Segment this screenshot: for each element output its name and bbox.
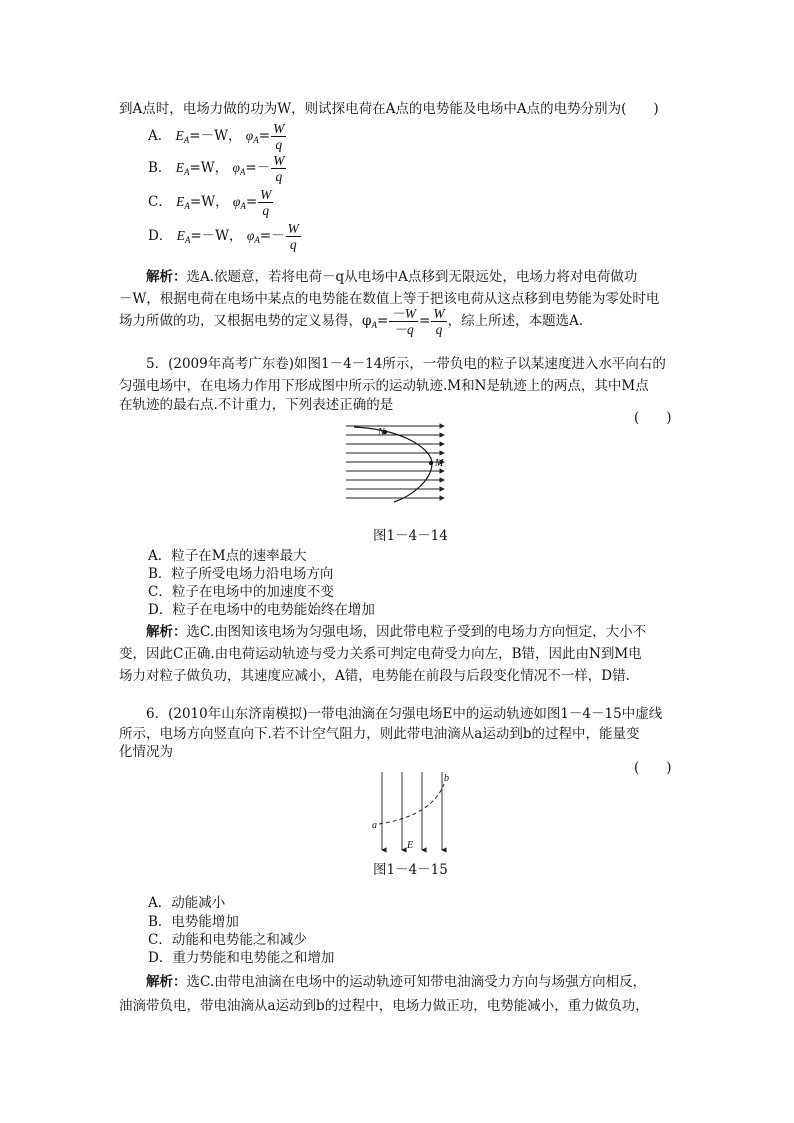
q4-analysis-line3 <box>119 306 583 337</box>
q5-analysis-line2: 变，因此C正确.由电荷运动轨迹与受力关系可判定电荷受力向左，B错，因此由N到M电 <box>119 646 642 662</box>
q5-answer-bracket: ( ) <box>634 410 672 426</box>
energy-symbol: E <box>175 160 184 175</box>
option-label: C． <box>148 194 172 210</box>
energy-symbol: E <box>175 128 184 143</box>
subscript: A <box>254 235 260 245</box>
fraction <box>271 153 286 184</box>
subscript: A <box>240 201 246 211</box>
label-a: a <box>372 820 377 831</box>
q6-option-a: A．动能减小 <box>148 895 226 911</box>
numerator: W <box>260 187 272 202</box>
q5-option-a: A．粒子在M点的速率最大 <box>148 548 307 564</box>
fraction <box>431 306 446 337</box>
equals-sign: = <box>259 228 272 244</box>
q6-line1: 6．(2010年山东济南模拟)一带电油滴在匀强电场E中的运动轨迹如图1－4－15中虚线 <box>146 706 663 722</box>
q4-stem: 到A点时，电场力做的功为W，则试探电荷在A点的电势能及电场中A点的电势分别为( ) <box>119 101 659 117</box>
denominator: q <box>275 137 283 152</box>
q5-option-d: D．粒子在电场中的电势能始终在增加 <box>148 602 375 618</box>
energy-symbol: E <box>176 194 185 209</box>
energy-value: =－W， <box>189 128 242 144</box>
q4-option-b <box>148 153 287 184</box>
q6-option-d: D．重力势能和电势能之和增加 <box>148 950 335 966</box>
analysis-text: 选C.由带电油滴在电场中的运动轨迹可知带电油滴受力方向与场强方向相反， <box>186 974 647 990</box>
field-lines-vertical <box>382 772 442 850</box>
equals-sign: = <box>245 194 258 210</box>
subscript: A <box>253 135 259 145</box>
q4-option-a <box>148 121 287 152</box>
droplet-trajectory <box>379 784 444 824</box>
energy-symbol: E <box>176 228 185 243</box>
sign: － <box>256 160 271 176</box>
q5-figure-caption: 图1－4－14 <box>373 528 448 544</box>
q4-analysis-line2: －W，根据电荷在电场中某点的电势能在数值上等于把该电荷从这点移到电势能为零处时电 <box>119 291 660 307</box>
q5-analysis-line1 <box>146 620 646 640</box>
denominator: －q <box>393 322 414 337</box>
q4-analysis-line1 <box>146 265 637 285</box>
analysis-text: 选C.由图知该电场为匀强电场，因此带电粒子受到的电场力方向恒定，大小不 <box>186 624 647 640</box>
potential-symbol: φ <box>246 228 255 243</box>
equals-sign: = <box>376 313 389 329</box>
option-label: B． <box>148 160 172 176</box>
q6-line2: 所示，电场方向竖直向下.若不计空气阻力，则此带电油滴从a运动到b的过程中，能量变 <box>119 726 640 742</box>
subscript: A <box>183 135 190 145</box>
analysis-text: 场力所做的功，又根据电势的定义易得，φ <box>119 313 372 329</box>
option-label: D． <box>148 228 173 244</box>
analysis-label: 解析： <box>146 269 187 285</box>
potential-symbol: φ <box>232 194 241 209</box>
q6-analysis-line1 <box>146 970 646 990</box>
q6-answer-bracket: ( ) <box>634 760 672 776</box>
label-b: b <box>444 773 449 784</box>
potential-symbol: φ <box>245 128 254 143</box>
fraction <box>258 187 273 218</box>
q4-option-d <box>148 221 302 252</box>
numerator: W <box>433 306 445 321</box>
q5-analysis-line3: 场力对粒子做负功，其速度应减小，A错，电势能在前段与后段变化情况不一样，D错. <box>119 668 630 684</box>
numerator: W <box>287 221 299 236</box>
equals-sign: = <box>245 160 257 176</box>
energy-value: =W， <box>189 194 229 210</box>
numerator: W <box>273 121 285 136</box>
subscript: A <box>184 201 190 211</box>
energy-value: =－W， <box>190 228 243 244</box>
fraction <box>286 221 301 252</box>
q6-option-c: C．动能和电势能之和减少 <box>148 932 307 948</box>
q5-option-c: C．粒子在电场中的加速度不变 <box>148 584 334 600</box>
analysis-text: 选A.依题意，若将电荷－q从电场中A点移到无限远处，电场力将对电荷做功 <box>186 269 638 285</box>
q4-option-c <box>148 187 274 218</box>
point-m <box>429 461 433 465</box>
numerator: W <box>273 153 285 168</box>
q6-figure-caption: 图1－4－15 <box>373 862 448 878</box>
subscript: A <box>239 167 246 177</box>
option-label: A． <box>148 128 172 144</box>
potential-symbol: φ <box>232 160 240 175</box>
denominator: q <box>289 237 297 252</box>
q5-line3: 在轨迹的最右点.不计重力，下列表述正确的是 <box>119 397 394 413</box>
particle-trajectory <box>354 427 432 502</box>
q6-figure <box>360 770 460 860</box>
denominator: q <box>275 169 283 184</box>
label-e: E <box>407 840 414 851</box>
q6-analysis-line2: 油滴带负电，带电油滴从a运动到b的过程中，电场力做正功，电势能减小，重力做负功， <box>119 998 649 1014</box>
subscript: A <box>183 167 190 177</box>
equals-sign: = <box>419 313 431 329</box>
q5-line1: 5．(2009年高考广东卷)如图1－4－14所示，一带负电的粒子以某速度进入水平向右的 <box>146 356 666 372</box>
label-n: N <box>378 427 385 438</box>
subscript: A <box>184 235 191 245</box>
q5-option-b: B．粒子所受电场力沿电场方向 <box>148 566 334 582</box>
denominator: q <box>435 322 443 337</box>
analysis-label: 解析： <box>146 624 187 640</box>
sign: － <box>271 228 285 244</box>
analysis-label: 解析： <box>146 974 187 990</box>
fraction <box>271 121 286 152</box>
fraction <box>389 306 418 337</box>
q6-option-b: B．电势能增加 <box>148 914 239 930</box>
numerator: －W <box>391 306 417 321</box>
denominator: q <box>262 203 270 218</box>
q5-figure <box>340 422 460 508</box>
q5-line2: 匀强电场中，在电场力作用下形成图中所示的运动轨迹.M和N是轨迹上的两点，其中M点 <box>119 378 649 394</box>
energy-value: =W， <box>189 160 229 176</box>
subscript: A <box>371 320 377 330</box>
equals-sign: = <box>258 128 271 144</box>
analysis-text: ，综上所述，本题选A. <box>447 313 584 329</box>
label-m: M <box>435 458 444 469</box>
q6-line3: 化情况为 <box>119 744 173 760</box>
